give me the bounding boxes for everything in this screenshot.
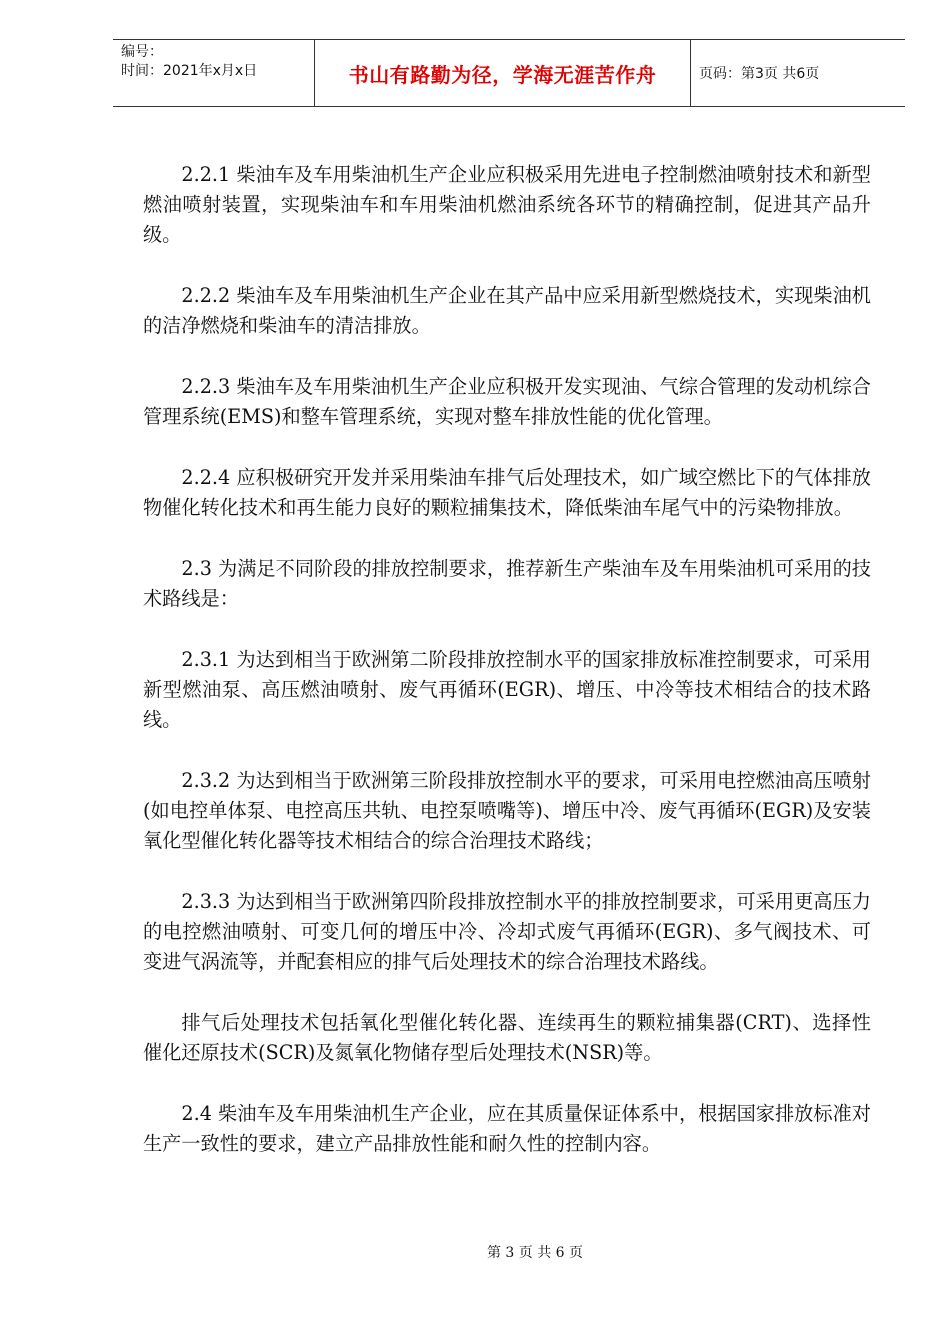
- paragraph-aftertreatment: 排气后处理技术包括氧化型催化转化器、连续再生的颗粒捕集器(CRT)、选择性催化还原技术(SCR)及氮氧化物储存型后处理技术(NSR)等。: [143, 1011, 871, 1064]
- document-number-label: 编号：: [121, 44, 163, 60]
- document-body: [143, 160, 871, 1190]
- page-footer: 第 3 页 共 6 页: [486, 1245, 584, 1261]
- header-page-info: 页码：第3页 共6页: [699, 66, 820, 82]
- header-meta: [113, 40, 315, 106]
- paragraph-2-2-4: 2.2.4 应积极研究开发并采用柴油车排气后处理技术，如广域空燃比下的气体排放物催化转化技术和再生能力良好的颗粒捕集技术，降低柴油车尾气中的污染物排放。: [143, 466, 871, 519]
- paragraph-2-2-1: 2.2.1 柴油车及车用柴油机生产企业应积极采用先进电子控制燃油喷射技术和新型燃油喷射装置，实现柴油车和车用柴油机燃油系统各环节的精确控制，促进其产品升级。: [143, 163, 871, 246]
- document-time-label: 时间：2021年x月x日: [121, 63, 258, 79]
- paragraph-2-2-2: 2.2.2 柴油车及车用柴油机生产企业在其产品中应采用新型燃烧技术，实现柴油机的洁净燃烧和柴油车的清洁排放。: [143, 284, 871, 337]
- page-header: [113, 39, 905, 107]
- paragraph-2-3-3: 2.3.3 为达到相当于欧洲第四阶段排放控制水平的排放控制要求，可采用更高压力的电控燃油喷射、可变几何的增压中冷、冷却式废气再循环(EGR)、多气阀技术、可变进气涡流等，并配套相应的排气后处理技术的综合治理技术路线。: [143, 890, 871, 973]
- paragraph-2-4: 2.4 柴油车及车用柴油机生产企业，应在其质量保证体系中，根据国家排放标准对生产一致性的要求，建立产品排放性能和耐久性的控制内容。: [143, 1102, 871, 1155]
- paragraph-2-2-3: 2.2.3 柴油车及车用柴油机生产企业应积极开发实现油、气综合管理的发动机综合管理系统(EMS)和整车管理系统，实现对整车排放性能的优化管理。: [143, 375, 871, 428]
- paragraph-2-3: 2.3 为满足不同阶段的排放控制要求，推荐新生产柴油车及车用柴油机可采用的技术路线是：: [143, 557, 871, 610]
- paragraph-2-3-1: 2.3.1 为达到相当于欧洲第二阶段排放控制水平的国家排放标准控制要求，可采用新型燃油泵、高压燃油喷射、废气再循环(EGR)、增压、中冷等技术相结合的技术路线。: [143, 648, 871, 731]
- paragraph-2-3-2: 2.3.2 为达到相当于欧洲第三阶段排放控制水平的要求，可采用电控燃油高压喷射(如电控单体泵、电控高压共轨、电控泵喷嘴等)、增压中冷、废气再循环(EGR)及安装氧化型催化转化器等技术相结合的综合治理技术路线；: [143, 769, 871, 852]
- header-motto: 书山有路勤为径，学海无涯苦作舟: [315, 40, 691, 106]
